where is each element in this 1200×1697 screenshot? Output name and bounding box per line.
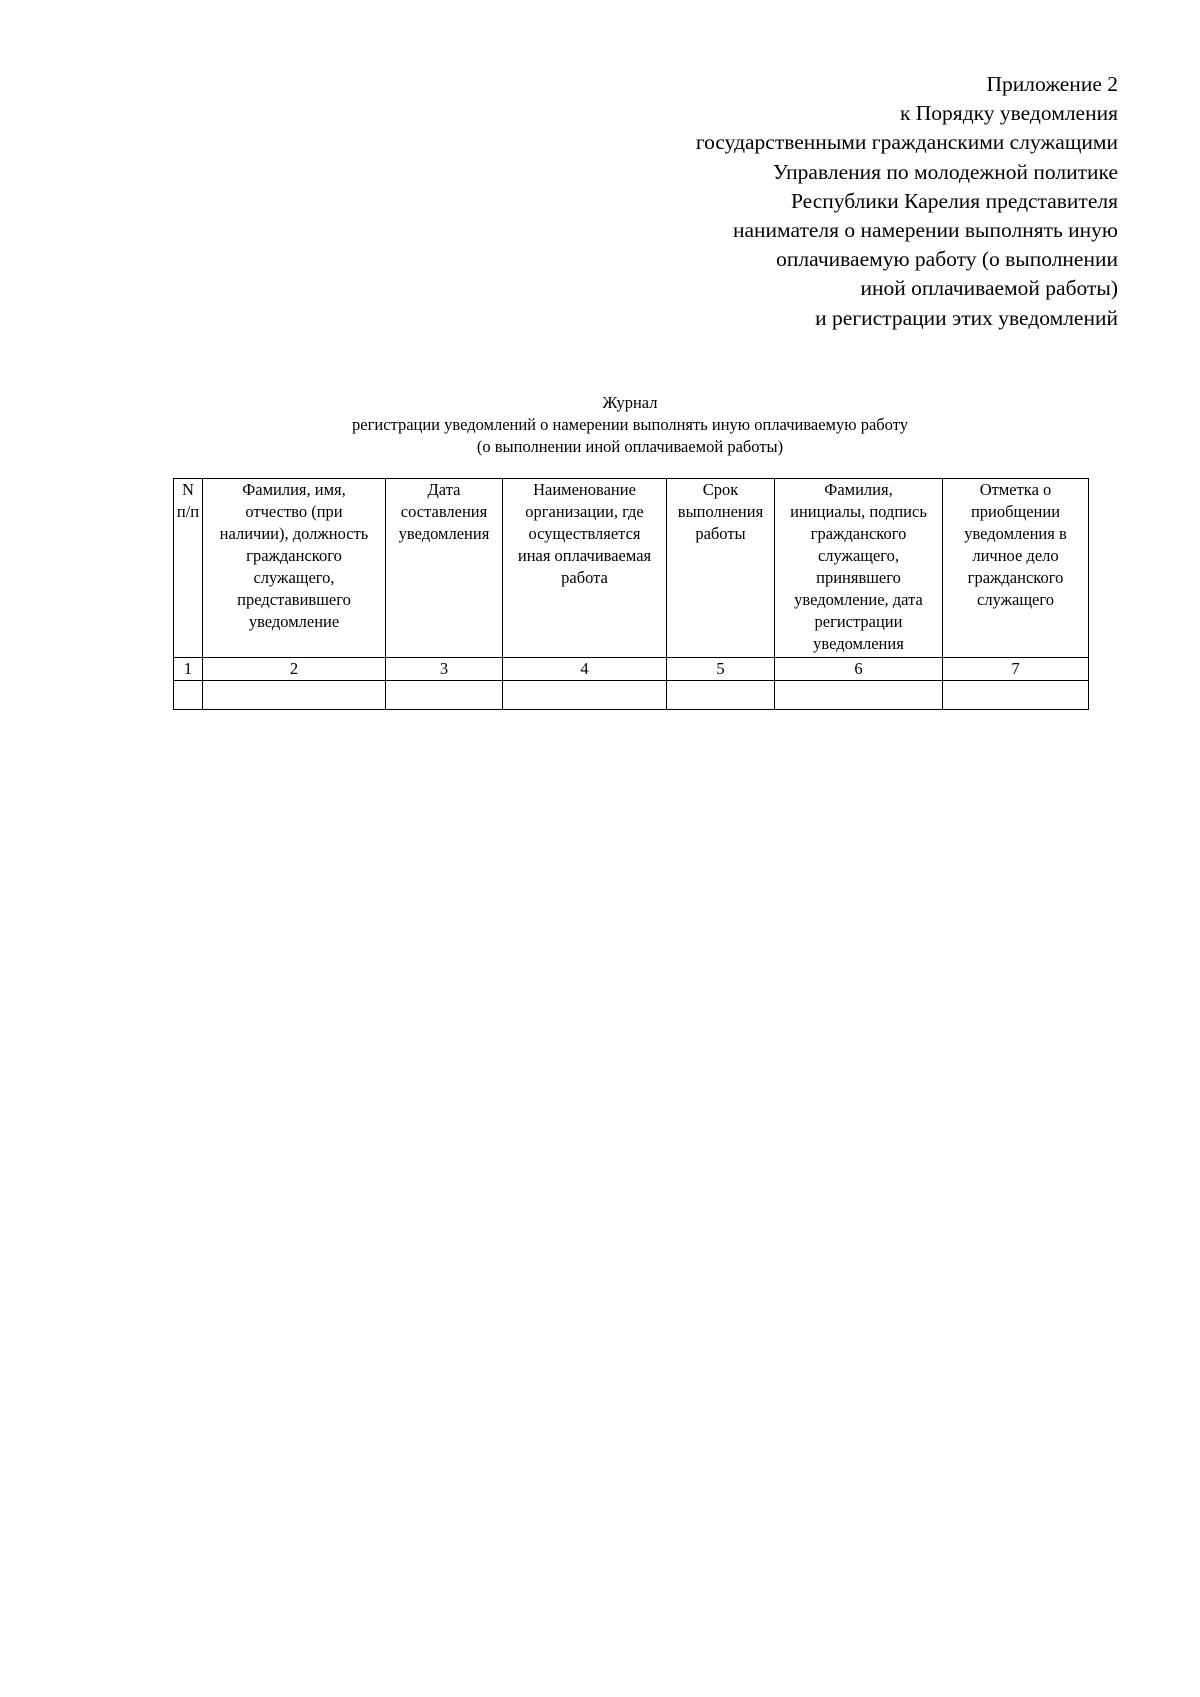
- header-text: составления: [400, 502, 488, 521]
- header-text: принявшего: [816, 568, 901, 587]
- header-text: п/п: [176, 502, 200, 521]
- header-text: приобщении: [970, 502, 1061, 521]
- empty-cell: [174, 681, 203, 710]
- header-text: наличии), должность: [219, 524, 369, 543]
- journal-subtitle-line: регистрации уведомлений о намерении выполнять иную оплачиваемую работу: [352, 415, 908, 434]
- header-cell-organization: [503, 479, 667, 658]
- appendix-line: Управления по молодежной политике: [772, 159, 1118, 184]
- table-row: [174, 681, 1089, 710]
- journal-subtitle-line: (о выполнении иной оплачиваемой работы): [476, 437, 784, 456]
- table-header-row: [174, 479, 1089, 658]
- header-cell-attachment-mark: [943, 479, 1089, 658]
- column-number: 1: [174, 658, 203, 681]
- empty-cell: [386, 681, 503, 710]
- appendix-line: нанимателя о намерении выполнять иную: [732, 218, 1118, 243]
- header-text: Наименование: [533, 480, 636, 499]
- journal-title: Журнал: [602, 393, 658, 412]
- header-text: осуществляется: [528, 524, 641, 543]
- column-number: 3: [386, 658, 503, 681]
- header-cell-receiver: [775, 479, 943, 658]
- header-text: Фамилия,: [824, 480, 893, 499]
- header-text: служащего,: [817, 546, 900, 565]
- appendix-line: Республики Карелия представителя: [790, 188, 1118, 213]
- header-text: организации, где: [525, 502, 644, 521]
- header-text: Отметка о: [979, 480, 1052, 499]
- journal-title-block: [170, 392, 1090, 458]
- header-text: Срок: [702, 480, 739, 499]
- column-number: 6: [775, 658, 943, 681]
- header-text: Фамилия, имя,: [242, 480, 346, 499]
- appendix-line: государственными гражданскими служащими: [695, 130, 1118, 155]
- appendix-line: и регистрации этих уведомлений: [815, 305, 1118, 330]
- header-text: инициалы, подпись: [790, 502, 927, 521]
- empty-cell: [943, 681, 1089, 710]
- header-text: представившего: [237, 590, 351, 609]
- column-numbers-row: [174, 658, 1089, 681]
- header-text: отчество (при: [245, 502, 343, 521]
- header-text: служащего: [977, 590, 1054, 609]
- header-text: уведомления: [398, 524, 490, 543]
- header-text: иная оплачиваемая: [517, 546, 652, 565]
- header-text: уведомления в: [964, 524, 1067, 543]
- appendix-line: иной оплачиваемой работы): [860, 276, 1118, 301]
- header-text: гражданского: [810, 524, 907, 543]
- header-text: служащего,: [253, 568, 335, 587]
- empty-cell: [203, 681, 386, 710]
- header-text: гражданского: [967, 568, 1064, 587]
- header-text: уведомление: [248, 612, 340, 631]
- header-text: выполнения: [677, 502, 764, 521]
- header-cell-term: [667, 479, 775, 658]
- column-number: 7: [943, 658, 1089, 681]
- header-text: Дата: [427, 480, 461, 499]
- column-number: 2: [203, 658, 386, 681]
- header-cell-date: [386, 479, 503, 658]
- header-text: работа: [561, 568, 608, 587]
- column-number: 5: [667, 658, 775, 681]
- appendix-header: [418, 70, 1118, 333]
- column-number: 4: [503, 658, 667, 681]
- header-cell-full-name: [203, 479, 386, 658]
- header-text: гражданского: [246, 546, 342, 565]
- empty-cell: [503, 681, 667, 710]
- empty-cell: [667, 681, 775, 710]
- appendix-line: к Порядку уведомления: [899, 101, 1118, 126]
- header-text: регистрации: [814, 612, 903, 631]
- empty-cell: [775, 681, 943, 710]
- registration-journal-table: [173, 478, 1089, 710]
- header-text: уведомления: [813, 634, 904, 653]
- appendix-line: Приложение 2: [986, 72, 1118, 96]
- appendix-line: оплачиваемую работу (о выполнении: [776, 247, 1118, 272]
- header-text: N: [182, 480, 194, 499]
- header-text: личное дело: [972, 546, 1059, 565]
- header-text: уведомление, дата: [794, 590, 923, 609]
- header-text: работы: [695, 524, 746, 543]
- header-cell-number: [174, 479, 203, 658]
